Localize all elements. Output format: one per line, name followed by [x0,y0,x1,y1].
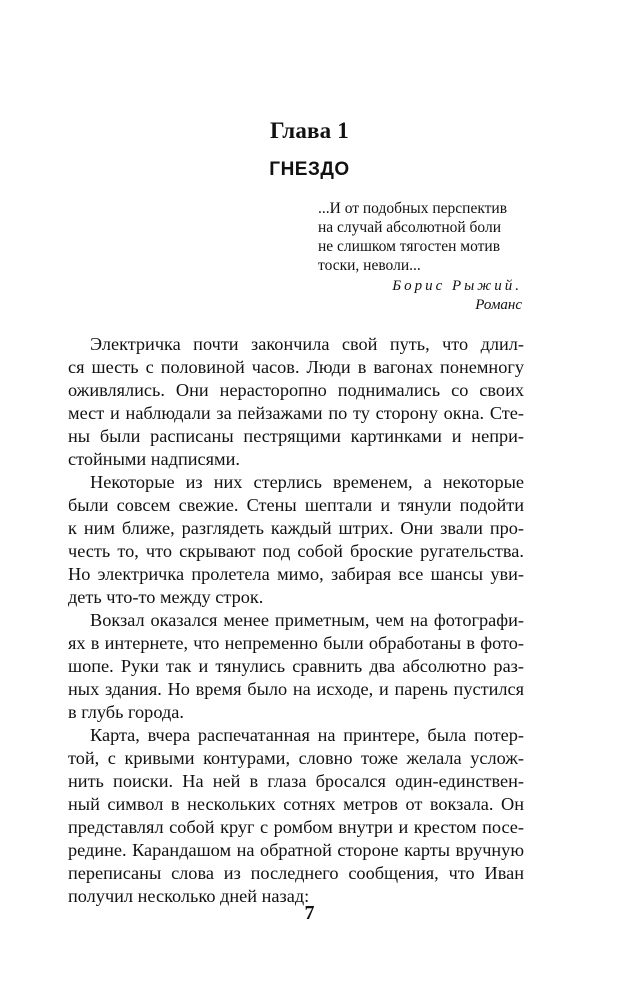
text-line: Вокзал оказался менее приметным, чем на фотографи- [90,610,524,630]
text-line: ся шесть с половиной часов. Люди в вагонах понемногу [68,357,524,377]
page-number: 7 [304,902,315,924]
chapter-number: Глава 1 [269,118,349,143]
epigraph [318,199,538,275]
text-line: честь то, что скрывают под собой броские ругательства. [68,541,524,561]
epigraph-line: ...И от подобных перспектив [318,200,508,217]
epigraph-line: не слишком тягостен мотив [318,238,501,255]
text-line: переписаны слова из последнего сообщения, что Иван [68,863,524,883]
epigraph-work-title: Романс [475,297,522,313]
text-line: деть что-то между строк. [68,587,264,607]
text-line: нить поиски. На ней в глаза бросался один-единствен- [68,771,524,791]
text-line: представлял собой круг с ромбом внутри и крестом посе- [68,817,524,837]
text-line: в глубь города. [68,702,184,722]
text-line: ный символ в нескольких сотнях метров от вокзала. Он [68,794,524,814]
epigraph-line: тоски, неволи... [318,257,421,274]
text-line: Но электричка пролетела мимо, забирая все шансы уви- [68,564,524,584]
text-line: оживлялись. Они нерасторопно поднимались со своих [68,380,524,400]
text-line: шопе. Руки так и тянулись сравнить два абсолютно раз- [68,656,524,676]
chapter-title: ГНЕЗДО [269,159,350,180]
body-text [68,333,524,908]
text-line: Некоторые из них стерлись временем, а некоторые [90,472,524,492]
text-line: получил несколько дней назад: [68,886,310,906]
text-line: Электричка почти закончила свой путь, что длил- [90,334,524,354]
epigraph-line: на случай абсолютной боли [318,219,502,236]
text-line: ных здания. Но время было на исходе, и парень пустился [68,679,524,699]
text-line: редине. Карандашом на обратной стороне карты вручную [68,840,524,860]
text-line: Карта, вчера распечатанная на принтере, была потер- [90,725,524,745]
text-line: к ним ближе, разглядеть каждый штрих. Они звали про- [68,518,524,538]
text-line: той, с кривыми контурами, словно тоже желала услож- [68,748,524,768]
epigraph-attribution [300,277,522,315]
text-line: ны были расписаны пестрящими картинками и непри- [68,426,524,446]
text-line: мест и наблюдали за пейзажами по ту сторону окна. Сте- [68,403,524,423]
text-line: были совсем свежие. Стены шептали и тянули подойти [68,495,524,515]
epigraph-author: Борис Рыжий. [392,278,522,294]
text-line: стойными надписями. [68,449,240,469]
text-line: ях в интернете, что непременно были обработаны в фото- [68,633,524,653]
